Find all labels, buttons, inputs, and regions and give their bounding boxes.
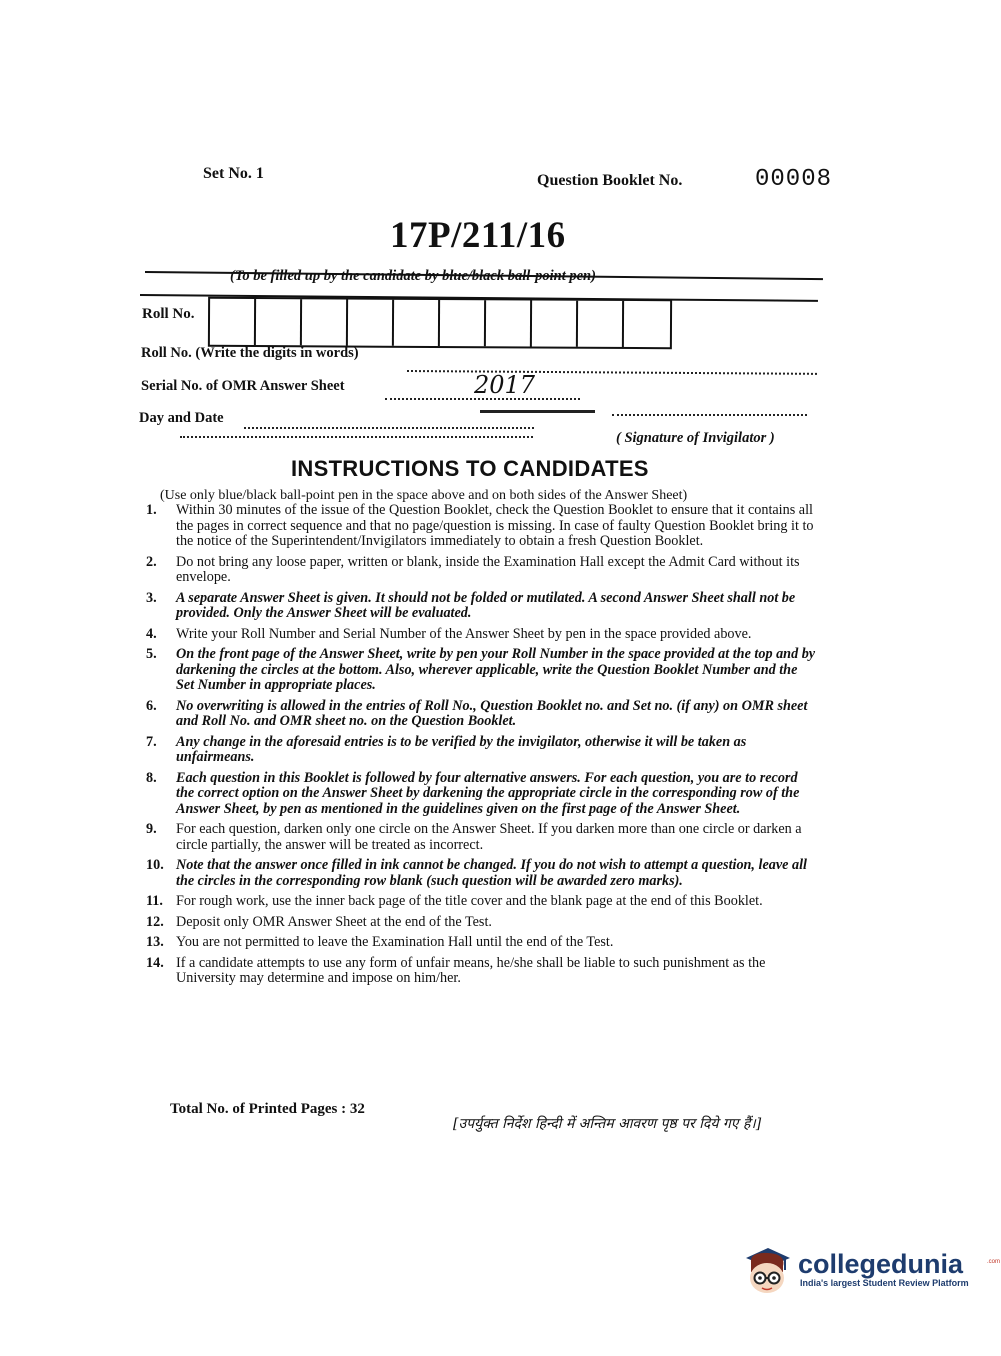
instruction-item: [146, 627, 816, 643]
roll-words-label: Roll No. (Write the digits in words): [141, 345, 359, 361]
instruction-number: 1.: [146, 502, 157, 518]
signature-label: ( Signature of Invigilator ): [616, 430, 775, 446]
roll-digit-box[interactable]: [578, 301, 624, 347]
logo-tagline: India's largest Student Review Platform: [800, 1278, 969, 1288]
instruction-number: 12.: [146, 913, 164, 930]
logo-name: collegedunia: [798, 1249, 964, 1279]
paper-code: 17P/211/16: [390, 215, 566, 256]
set-number: Set No. 1: [203, 165, 264, 182]
instruction-number: 10.: [146, 857, 164, 873]
instruction-text: Within 30 minutes of the issue of the Question Booklet, check the Question Booklet to ensure that it contains all the pages in correct sequence and that no page/question is missing. In case of faulty Question Booklet bring it to the notice of the Superintendent/Invigilators immediately to obtain a fresh Question Booklet.: [176, 502, 814, 549]
instruction-item: [146, 771, 816, 818]
omr-serial-label: Serial No. of OMR Answer Sheet: [141, 378, 345, 394]
roll-number-label: Roll No.: [142, 306, 195, 322]
instruction-item: [146, 591, 816, 622]
instruction-text: Any change in the aforesaid entries is to be verified by the invigilator, otherwise it will be taken as unfairmeans.: [176, 733, 747, 765]
instructions-heading: INSTRUCTIONS TO CANDIDATES: [291, 456, 649, 481]
handwriting-underline: [480, 410, 595, 413]
instruction-number: 2.: [146, 553, 157, 570]
logo-suffix: .com: [987, 1259, 1001, 1265]
instruction-number: 3.: [146, 589, 157, 606]
roll-digit-box[interactable]: [302, 299, 348, 345]
instruction-number: 14.: [146, 954, 164, 971]
instruction-item: [146, 735, 816, 766]
roll-words-field[interactable]: [407, 370, 817, 375]
instruction-text: A separate Answer Sheet is given. It should not be folded or mutilated. A second Answer Sheet shall not be provided. Only the Answer Sheet will be evaluated.: [176, 589, 796, 621]
instruction-text: Each question in this Booklet is followed by four alternative answers. For each question, you are to record the correct option on the Answer Sheet by darkening the appropriate circle in the corresponding row of the Answer Sheet, by pen as mentioned in the guidelines given on the first page of the Answer Sheet.: [176, 769, 800, 817]
instruction-text: Do not bring any loose paper, written or blank, inside the Examination Hall except the Admit Card without its envelope.: [176, 553, 800, 585]
instruction-text: Write your Roll Number and Serial Number of the Answer Sheet by pen in the space provided above.: [176, 625, 752, 642]
instruction-item: [146, 699, 816, 730]
instruction-text: If a candidate attempts to use any form of unfair means, he/she shall be liable to such punishment as the University may determine and impose on him/her.: [176, 954, 766, 986]
instruction-item: [146, 894, 816, 910]
roll-digit-box[interactable]: [532, 300, 578, 346]
instruction-number: 9.: [146, 821, 157, 837]
instruction-number: 7.: [146, 733, 157, 750]
instruction-text: No overwriting is allowed in the entries of Roll No., Question Booklet no. and Set no. (if any) on OMR sheet and Roll No. and OMR sheet no. on the Question Booklet.: [176, 697, 808, 729]
instruction-item: [146, 555, 816, 586]
logo-mascot-icon: [740, 1242, 794, 1296]
instruction-number: 8.: [146, 769, 157, 786]
instruction-number: 5.: [146, 646, 157, 662]
signature-field[interactable]: [612, 414, 807, 416]
instruction-item: [146, 956, 816, 987]
total-pages: Total No. of Printed Pages : 32: [170, 1101, 365, 1117]
roll-number-boxes[interactable]: [208, 297, 672, 349]
instruction-number: 6.: [146, 697, 157, 714]
omr-serial-handwritten: 2017: [474, 371, 536, 399]
instruction-text: For each question, darken only one circle on the Answer Sheet. If you darken more than one circle or darken a circle partially, the answer will be treated as incorrect.: [176, 821, 802, 853]
instruction-item: [146, 647, 816, 694]
instruction-text: On the front page of the Answer Sheet, write by pen your Roll Number in the space provided at the top and by darkening the circles at the bottom. Also, wherever applicable, write the Question Booklet Number and the Set Number in appropriate places.: [176, 646, 816, 693]
roll-digit-box[interactable]: [624, 301, 670, 347]
instruction-item: [146, 915, 816, 931]
instructions-intro: (Use only blue/black ball-point pen in the space above and on both sides of the Answer Sheet): [160, 488, 688, 503]
instruction-item: [146, 822, 816, 853]
roll-digit-box[interactable]: [394, 300, 440, 346]
instruction-number: 11.: [146, 893, 163, 909]
instruction-item: [146, 858, 816, 889]
roll-digit-box[interactable]: [348, 300, 394, 346]
instruction-number: 4.: [146, 625, 157, 642]
roll-digit-box[interactable]: [486, 300, 532, 346]
hindi-note: [उपर्युक्त निर्देश हिन्दी में अन्तिम आवरण पृष्ठ पर दिये गए हैं।]: [453, 1116, 762, 1132]
instructions-list: [146, 503, 816, 992]
day-date-label: Day and Date: [139, 410, 224, 426]
instruction-item: [146, 503, 816, 550]
instruction-text: Deposit only OMR Answer Sheet at the end of the Test.: [176, 913, 492, 930]
collegedunia-logo[interactable]: [740, 1242, 1001, 1296]
instruction-number: 13.: [146, 934, 164, 950]
day-date-field[interactable]: [244, 427, 534, 429]
fill-note: (To be filled up by the candidate by blue/black ball-point pen): [230, 268, 596, 284]
instruction-text: For rough work, use the inner back page of the title cover and the blank page at the end of this Booklet.: [176, 893, 763, 909]
instruction-text: You are not permitted to leave the Examination Hall until the end of the Test.: [176, 934, 614, 950]
instruction-text: Note that the answer once filled in ink cannot be changed. If you do not wish to attempt a question, leave all the circles in the corresponding row blank (such question will be awarded zero marks).: [176, 857, 807, 889]
instruction-item: [146, 935, 816, 951]
day-date-field-line2[interactable]: [180, 436, 533, 438]
question-booklet-number: 00008: [755, 166, 833, 193]
roll-digit-box[interactable]: [440, 300, 486, 346]
roll-digit-box[interactable]: [210, 299, 256, 345]
roll-digit-box[interactable]: [256, 299, 302, 345]
question-booklet-label: Question Booklet No.: [537, 172, 683, 189]
